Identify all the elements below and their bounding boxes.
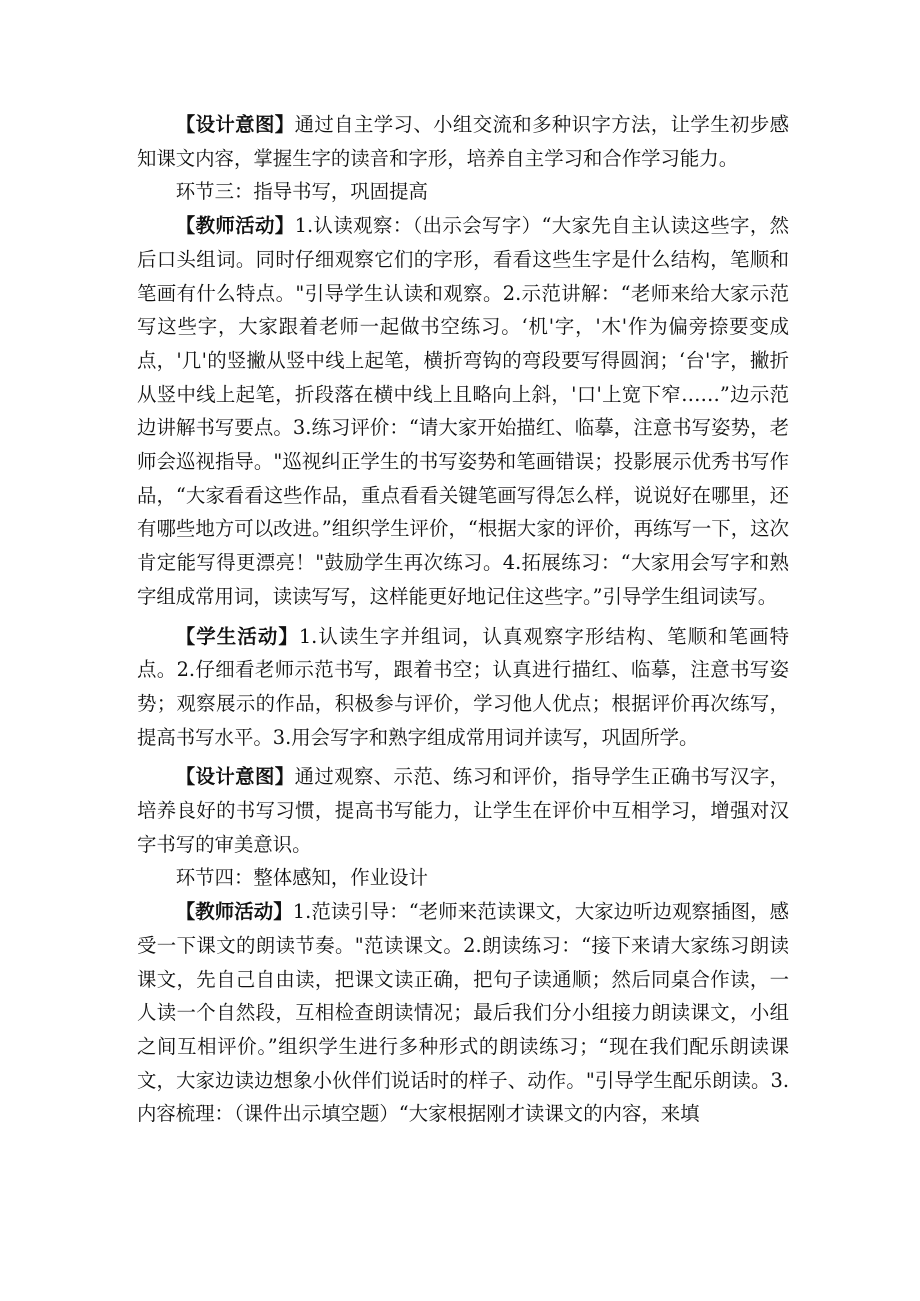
section-heading-3: 环节三：指导书写，巩固提高 [175, 180, 428, 204]
paragraph-lead: 【教师活动】 [175, 900, 293, 924]
document-page [137, 108, 789, 1131]
paragraph-text: 通过自主学习、小组交流和多种识字方法，让学生初步感知课文内容，掌握生字的读音和字形，培养自主学习和合作学习能力。 [137, 113, 790, 170]
paragraph-design-intent-2 [137, 760, 789, 861]
section-heading-4: 环节四：整体感知，作业设计 [175, 866, 428, 890]
paragraph-design-intent-1 [137, 108, 789, 175]
paragraph-text: 1.范读引导：“老师来范读课文，大家边听边观察插图，感受一下课文的朗读节奏。"范读课文。2.朗读练习：“接下来请大家练习朗读课文，先自己自由读，把课文读正确，把句子读通顺；然后同桌合作读，一人读一个自然段，互相检查朗读情况；最后我们分小组接力朗读课文，小组之间互相评价。”组织学生进行多种形式的朗读练习；“现在我们配乐朗读课文，大家边读边想象小伙伴们说话时的样子、动作。"引导学生配乐朗读。3.内容梳理：（课件出示填空题）“大家根据刚才读课文的内容，来填 [137, 900, 789, 1126]
paragraph-student-activity [137, 620, 789, 755]
paragraph-lead: 【设计意图】 [175, 113, 295, 136]
paragraph-text: 通过观察、示范、练习和评价，指导学生正确书写汉字，培养良好的书写习惯，提高书写能力，让学生在评价中互相学习，增强对汉字书写的审美意识。 [137, 765, 790, 856]
paragraph-teacher-activity-1 [137, 209, 789, 613]
paragraph-text: 1.认读生字并组词，认真观察字形结构、笔顺和笔画特点。2.仔细看老师示范书写，跟着书空；认真进行描红、临摹，注意书写姿势；观察展示的作品，积极参与评价，学习他人优点；根据评价再次练写，提高书写水平。3.用会写字和熟字组成常用词并读写，巩固所学。 [137, 624, 790, 749]
paragraph-lead: 【教师活动】 [175, 214, 295, 238]
paragraph-lead: 【设计意图】 [175, 765, 295, 789]
paragraph-lead: 【学生活动】 [175, 624, 299, 648]
paragraph-teacher-activity-2 [137, 895, 789, 1131]
paragraph-text: 1.认读观察：（出示会写字）“大家先自主认读这些字，然后口头组词。同时仔细观察它们的字形，看看这些生字是什么结构，笔顺和笔画有什么特点。"引导学生认读和观察。2.示范讲解：“老师来给大家示范写这些字，大家跟着老师一起做书空练习。‘机'字，'木'作为偏旁捺要变成点，'几'的竖撇从竖中线上起笔，横折弯钩的弯段要写得圆润；‘台'字，撇折从竖中线上起笔，折段落在横中线上且略向上斜，'口'上宽下窄……”边示范边讲解书写要点。3.练习评价：“请大家开始描红、临摹，注意书写姿势，老师会巡视指导。"巡视纠正学生的书写姿势和笔画错误；投影展示优秀书写作品，“大家看看这些作品，重点看看关键笔画写得怎么样，说说好在哪里，还有哪些地方可以改进。”组织学生评价，“根据大家的评价，再练写一下，这次肯定能写得更漂亮！"鼓励学生再次练习。4.拓展练习：“大家用会写字和熟字组成常用词，读读写写，这样能更好地记住这些字。”引导学生组词读写。 [137, 214, 790, 608]
